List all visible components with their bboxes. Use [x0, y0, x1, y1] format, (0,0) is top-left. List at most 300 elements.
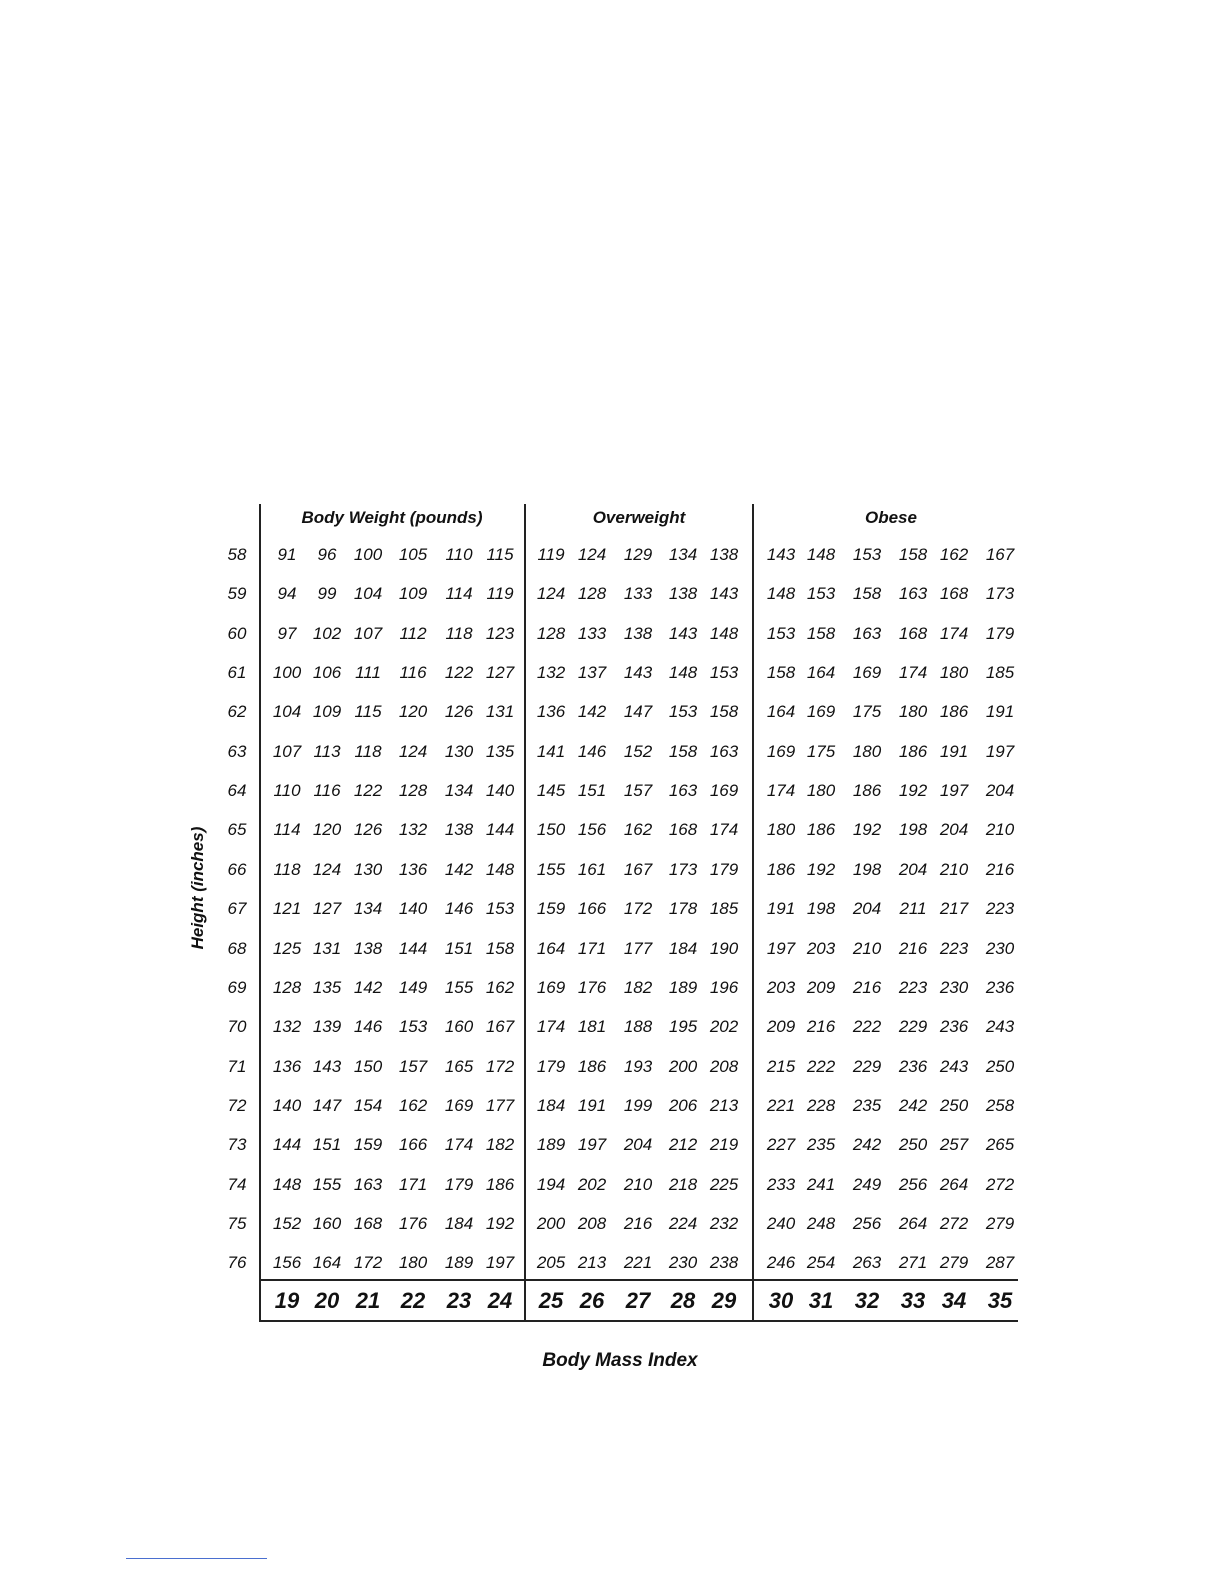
weight-cell: 191 [939, 741, 969, 761]
weight-cell: 192 [898, 781, 928, 801]
header-body-weight: Body Weight (pounds) [301, 508, 483, 527]
weight-cell: 154 [353, 1095, 383, 1115]
footnote-rule [126, 1558, 267, 1559]
weight-cell: 158 [485, 938, 515, 958]
weight-cell: 177 [485, 1095, 515, 1115]
weight-cell: 171 [398, 1174, 428, 1194]
weight-cell: 203 [806, 938, 836, 958]
weight-cell: 125 [272, 938, 302, 958]
weight-cell: 197 [485, 1253, 515, 1273]
weight-cell: 164 [536, 938, 566, 958]
weight-cell: 156 [577, 820, 607, 840]
weight-cell: 106 [312, 663, 342, 683]
weight-cell: 182 [623, 977, 653, 997]
height-label: 59 [227, 584, 247, 604]
bmi-value: 33 [900, 1288, 926, 1313]
weight-cell: 181 [577, 1017, 607, 1037]
weight-cell: 206 [668, 1095, 698, 1115]
weight-cell: 100 [353, 545, 383, 564]
weight-cell: 210 [939, 859, 969, 879]
weight-cell: 217 [939, 899, 969, 919]
weight-cell: 109 [398, 584, 428, 604]
weight-cell: 120 [312, 820, 342, 840]
weight-cell: 175 [852, 702, 882, 722]
weight-cell: 264 [898, 1213, 928, 1233]
weight-cell: 246 [766, 1253, 796, 1273]
weight-cell: 250 [985, 1056, 1015, 1076]
weight-cell: 136 [398, 859, 428, 879]
weight-cell: 189 [444, 1253, 474, 1273]
weight-cell: 115 [354, 702, 382, 722]
weight-cell: 180 [766, 820, 796, 840]
weight-cell: 182 [485, 1135, 515, 1155]
weight-cell: 163 [668, 781, 698, 801]
weight-cell: 148 [668, 663, 698, 683]
weight-cell: 114 [445, 584, 473, 604]
weight-cell: 222 [806, 1056, 836, 1076]
weight-cell: 204 [939, 820, 969, 840]
weight-cell: 144 [398, 938, 428, 958]
weight-cell: 136 [536, 702, 566, 722]
weight-cell: 197 [985, 741, 1015, 761]
weight-cell: 131 [485, 702, 515, 722]
weight-cell: 174 [444, 1135, 474, 1155]
weight-cell: 179 [536, 1056, 566, 1076]
weight-cell: 235 [852, 1095, 882, 1115]
weight-cell: 165 [444, 1056, 474, 1076]
weight-cell: 184 [444, 1213, 474, 1233]
weight-cell: 192 [485, 1213, 515, 1233]
weight-cell: 185 [985, 663, 1015, 683]
divider-left [259, 504, 261, 1321]
weight-cell: 188 [623, 1017, 653, 1037]
weight-cell: 91 [277, 545, 297, 564]
height-label: 61 [227, 663, 247, 683]
weight-cell: 174 [536, 1017, 566, 1037]
weight-cell: 193 [623, 1056, 653, 1076]
weight-cell: 208 [709, 1056, 739, 1076]
weight-cell: 143 [766, 545, 796, 564]
weight-cell: 168 [939, 584, 969, 604]
bmi-value: 25 [538, 1288, 564, 1313]
weight-cell: 192 [806, 859, 836, 879]
weight-cell: 149 [398, 977, 428, 997]
header-overweight: Overweight [592, 508, 686, 527]
weight-cell: 157 [398, 1056, 428, 1076]
weight-cell: 250 [898, 1135, 928, 1155]
weight-cell: 184 [536, 1095, 566, 1115]
weight-cell: 223 [898, 977, 928, 997]
weight-cell: 213 [709, 1095, 739, 1115]
weight-cell: 133 [623, 584, 653, 604]
weight-cell: 132 [272, 1017, 302, 1037]
weight-cell: 148 [709, 623, 739, 643]
weight-cell: 162 [398, 1095, 428, 1115]
weight-cell: 159 [536, 899, 566, 919]
weight-cell: 166 [577, 899, 607, 919]
weight-cell: 104 [353, 584, 383, 604]
weight-cell: 136 [272, 1056, 302, 1076]
weight-cell: 118 [354, 741, 382, 761]
weight-cell: 155 [444, 977, 474, 997]
weight-cell: 256 [898, 1174, 928, 1194]
weight-cell: 204 [898, 859, 928, 879]
weight-cell: 124 [398, 741, 428, 761]
weight-cell: 130 [353, 859, 383, 879]
weight-cell: 200 [536, 1213, 566, 1233]
height-label: 63 [227, 741, 247, 761]
weight-cell: 123 [485, 623, 515, 643]
weight-cell: 203 [766, 977, 796, 997]
weight-cell: 102 [312, 623, 342, 643]
weight-cell: 169 [806, 702, 836, 722]
bmi-value: 24 [487, 1288, 513, 1313]
weight-cell: 135 [312, 977, 342, 997]
weight-cell: 115 [486, 545, 514, 564]
weight-cell: 148 [766, 584, 796, 604]
weight-cell: 131 [312, 938, 342, 958]
y-axis-title: Height (inches) [188, 826, 207, 950]
weight-cell: 191 [985, 702, 1015, 722]
weight-cell: 174 [898, 663, 928, 683]
divider-overweight-obese [752, 504, 754, 1321]
weight-cell: 162 [485, 977, 515, 997]
weight-cell: 233 [766, 1174, 796, 1194]
height-label: 70 [227, 1017, 247, 1037]
height-label: 76 [227, 1253, 247, 1273]
weight-cell: 172 [485, 1056, 515, 1076]
weight-cell: 155 [536, 859, 566, 879]
weight-cell: 240 [766, 1213, 796, 1233]
weight-cell: 184 [668, 938, 698, 958]
weight-cell: 197 [939, 781, 969, 801]
weight-cell: 128 [272, 977, 302, 997]
weight-cell: 127 [312, 899, 342, 919]
height-label: 60 [227, 623, 247, 643]
weight-cell: 242 [898, 1095, 928, 1115]
bmi-value: 35 [987, 1288, 1013, 1313]
weight-cell: 138 [668, 584, 698, 604]
weight-cell: 179 [444, 1174, 474, 1194]
weight-cell: 153 [668, 702, 698, 722]
weight-cell: 135 [485, 741, 515, 761]
weight-cell: 145 [536, 781, 566, 801]
weight-cell: 107 [272, 741, 302, 761]
weight-cell: 158 [709, 702, 739, 722]
weight-cell: 264 [939, 1174, 969, 1194]
weight-cell: 216 [985, 859, 1015, 879]
weight-cell: 173 [985, 584, 1015, 604]
weight-cell: 215 [766, 1056, 796, 1076]
weight-cell: 160 [312, 1213, 342, 1233]
weight-cell: 110 [273, 781, 301, 801]
weight-cell: 223 [939, 938, 969, 958]
weight-cell: 173 [668, 859, 698, 879]
bmi-value: 28 [670, 1288, 696, 1313]
weight-cell: 186 [939, 702, 969, 722]
weight-cell: 205 [536, 1253, 566, 1273]
weight-cell: 257 [939, 1135, 969, 1155]
weight-cell: 197 [577, 1135, 607, 1155]
weight-cell: 227 [766, 1135, 796, 1155]
weight-cell: 155 [312, 1174, 342, 1194]
weight-cell: 137 [577, 663, 607, 683]
weight-cell: 126 [353, 820, 383, 840]
weight-cell: 112 [399, 623, 427, 643]
bmi-value: 29 [711, 1288, 737, 1313]
weight-cell: 249 [852, 1174, 882, 1194]
weight-cell: 148 [806, 545, 836, 564]
weight-cell: 186 [577, 1056, 607, 1076]
bmi-value: 27 [625, 1288, 651, 1313]
weight-cell: 236 [985, 977, 1015, 997]
weight-cell: 150 [536, 820, 566, 840]
weight-cell: 171 [577, 938, 607, 958]
x-axis-title: Body Mass Index [542, 1350, 698, 1371]
weight-cell: 168 [898, 623, 928, 643]
weight-cell: 272 [939, 1213, 969, 1233]
weight-cell: 163 [898, 584, 928, 604]
weight-cell: 163 [709, 741, 739, 761]
weight-cell: 242 [852, 1135, 882, 1155]
weight-cell: 122 [353, 781, 383, 801]
weight-cell: 222 [852, 1017, 882, 1037]
weight-cell: 142 [353, 977, 383, 997]
weight-cell: 158 [806, 623, 836, 643]
weight-cell: 97 [277, 623, 297, 643]
weight-cell: 230 [939, 977, 969, 997]
weight-cell: 168 [353, 1213, 383, 1233]
weight-cell: 256 [852, 1213, 882, 1233]
weight-cell: 138 [623, 623, 653, 643]
weight-cell: 130 [444, 741, 474, 761]
weight-cell: 147 [312, 1095, 342, 1115]
weight-cell: 190 [709, 938, 739, 958]
weight-cell: 153 [766, 623, 796, 643]
bmi-value: 20 [314, 1288, 340, 1313]
weight-cell: 235 [806, 1135, 836, 1155]
weight-cell: 218 [668, 1174, 698, 1194]
weight-cell: 219 [709, 1135, 739, 1155]
weight-cell: 180 [852, 741, 882, 761]
header-obese: Obese [865, 508, 917, 527]
weight-cell: 178 [668, 899, 698, 919]
weight-cell: 177 [623, 938, 653, 958]
bmi-row-top-rule [259, 1279, 1018, 1281]
weight-cell: 216 [852, 977, 882, 997]
weight-cell: 236 [939, 1017, 969, 1037]
bmi-value: 30 [768, 1288, 794, 1313]
weight-cell: 158 [668, 741, 698, 761]
weight-cell: 204 [623, 1135, 653, 1155]
weight-cell: 180 [806, 781, 836, 801]
height-label: 75 [227, 1213, 247, 1233]
weight-cell: 216 [898, 938, 928, 958]
weight-cell: 153 [806, 584, 836, 604]
weight-cell: 167 [623, 859, 653, 879]
weight-cell: 158 [766, 663, 796, 683]
weight-cell: 224 [668, 1213, 698, 1233]
weight-cell: 147 [623, 702, 653, 722]
height-label: 65 [227, 820, 247, 840]
weight-cell: 161 [577, 859, 607, 879]
weight-cell: 116 [399, 663, 427, 683]
weight-cell: 113 [313, 741, 341, 761]
weight-cell: 114 [273, 820, 301, 840]
weight-cell: 186 [852, 781, 882, 801]
weight-cell: 287 [985, 1253, 1015, 1273]
weight-cell: 152 [623, 741, 653, 761]
weight-cell: 232 [709, 1213, 739, 1233]
weight-cell: 116 [313, 781, 341, 801]
height-label: 71 [227, 1056, 247, 1076]
weight-cell: 120 [398, 702, 428, 722]
weight-cell: 179 [709, 859, 739, 879]
bmi-row-bottom-rule [259, 1320, 1018, 1322]
weight-cell: 202 [577, 1174, 607, 1194]
weight-cell: 163 [353, 1174, 383, 1194]
weight-cell: 197 [766, 938, 796, 958]
weight-cell: 156 [272, 1253, 302, 1273]
weight-cell: 200 [668, 1056, 698, 1076]
weight-cell: 127 [485, 663, 515, 683]
weight-cell: 228 [806, 1095, 836, 1115]
weight-cell: 118 [273, 859, 301, 879]
weight-cell: 148 [485, 859, 515, 879]
weight-cell: 216 [806, 1017, 836, 1037]
weight-cell: 132 [398, 820, 428, 840]
weight-cell: 107 [353, 623, 383, 643]
weight-cell: 96 [317, 545, 337, 564]
weight-cell: 122 [444, 663, 474, 683]
weight-cell: 99 [317, 584, 337, 604]
weight-cell: 210 [623, 1174, 653, 1194]
height-label: 68 [227, 938, 247, 958]
weight-cell: 158 [852, 584, 882, 604]
weight-cell: 169 [852, 663, 882, 683]
bmi-value: 32 [854, 1288, 880, 1313]
weight-cell: 194 [536, 1174, 566, 1194]
height-label: 69 [227, 977, 247, 997]
weight-cell: 152 [272, 1213, 302, 1233]
weight-cell: 143 [709, 584, 739, 604]
weight-cell: 140 [272, 1095, 302, 1115]
weight-cell: 174 [766, 781, 796, 801]
weight-cell: 174 [939, 623, 969, 643]
bmi-value: 34 [941, 1288, 967, 1313]
weight-cell: 94 [277, 584, 297, 604]
height-label: 66 [227, 859, 247, 879]
weight-cell: 186 [898, 741, 928, 761]
weight-cell: 143 [668, 623, 698, 643]
weight-cell: 111 [355, 663, 381, 683]
weight-cell: 191 [577, 1095, 607, 1115]
weight-cell: 189 [536, 1135, 566, 1155]
weight-cell: 169 [536, 977, 566, 997]
weight-cell: 121 [272, 899, 302, 919]
weight-cell: 141 [536, 741, 566, 761]
weight-cell: 189 [668, 977, 698, 997]
height-label: 62 [227, 702, 247, 722]
weight-cell: 150 [353, 1056, 383, 1076]
weight-cell: 210 [852, 938, 882, 958]
weight-cell: 110 [445, 545, 473, 564]
weight-cell: 180 [898, 702, 928, 722]
weight-cell: 164 [312, 1253, 342, 1273]
height-label: 58 [227, 545, 247, 564]
weight-cell: 159 [353, 1135, 383, 1155]
weight-cell: 162 [939, 545, 969, 564]
weight-cell: 124 [312, 859, 342, 879]
weight-cell: 142 [577, 702, 607, 722]
weight-cell: 139 [312, 1017, 342, 1037]
weight-cell: 153 [485, 899, 515, 919]
weight-cell: 128 [398, 781, 428, 801]
weight-cell: 143 [312, 1056, 342, 1076]
weight-cell: 210 [985, 820, 1015, 840]
weight-cell: 158 [898, 545, 928, 564]
weight-cell: 169 [444, 1095, 474, 1115]
weight-cell: 229 [898, 1017, 928, 1037]
weight-cell: 138 [444, 820, 474, 840]
weight-cell: 221 [766, 1095, 796, 1115]
weight-cell: 199 [623, 1095, 653, 1115]
weight-cell: 263 [852, 1253, 882, 1273]
weight-cell: 221 [623, 1253, 653, 1273]
weight-cell: 169 [709, 781, 739, 801]
weight-cell: 186 [766, 859, 796, 879]
bmi-value: 23 [446, 1288, 472, 1313]
weight-cell: 216 [623, 1213, 653, 1233]
weight-cell: 209 [766, 1017, 796, 1037]
weight-cell: 134 [353, 899, 383, 919]
weight-cell: 146 [577, 741, 607, 761]
weight-cell: 179 [985, 623, 1015, 643]
weight-cell: 186 [485, 1174, 515, 1194]
weight-cell: 195 [668, 1017, 698, 1037]
weight-cell: 180 [398, 1253, 428, 1273]
weight-cell: 279 [939, 1253, 969, 1273]
weight-cell: 146 [444, 899, 474, 919]
height-label: 67 [227, 899, 247, 919]
weight-cell: 209 [806, 977, 836, 997]
weight-cell: 212 [668, 1135, 698, 1155]
weight-cell: 230 [668, 1253, 698, 1273]
bmi-value: 19 [274, 1288, 300, 1313]
weight-cell: 204 [852, 899, 882, 919]
weight-cell: 198 [806, 899, 836, 919]
weight-cell: 279 [985, 1213, 1015, 1233]
weight-cell: 129 [623, 545, 653, 564]
bmi-value: 31 [808, 1288, 834, 1313]
bmi-value: 26 [579, 1288, 605, 1313]
height-label: 64 [227, 781, 247, 801]
weight-cell: 144 [485, 820, 515, 840]
weight-cell: 223 [985, 899, 1015, 919]
weight-cell: 140 [485, 781, 515, 801]
weight-cell: 143 [623, 663, 653, 683]
weight-cell: 272 [985, 1174, 1015, 1194]
weight-cell: 124 [536, 584, 566, 604]
weight-cell: 168 [668, 820, 698, 840]
weight-cell: 151 [312, 1135, 342, 1155]
weight-cell: 132 [536, 663, 566, 683]
weight-cell: 229 [852, 1056, 882, 1076]
weight-cell: 119 [537, 545, 565, 564]
weight-cell: 198 [852, 859, 882, 879]
weight-cell: 174 [709, 820, 739, 840]
weight-cell: 258 [985, 1095, 1015, 1115]
